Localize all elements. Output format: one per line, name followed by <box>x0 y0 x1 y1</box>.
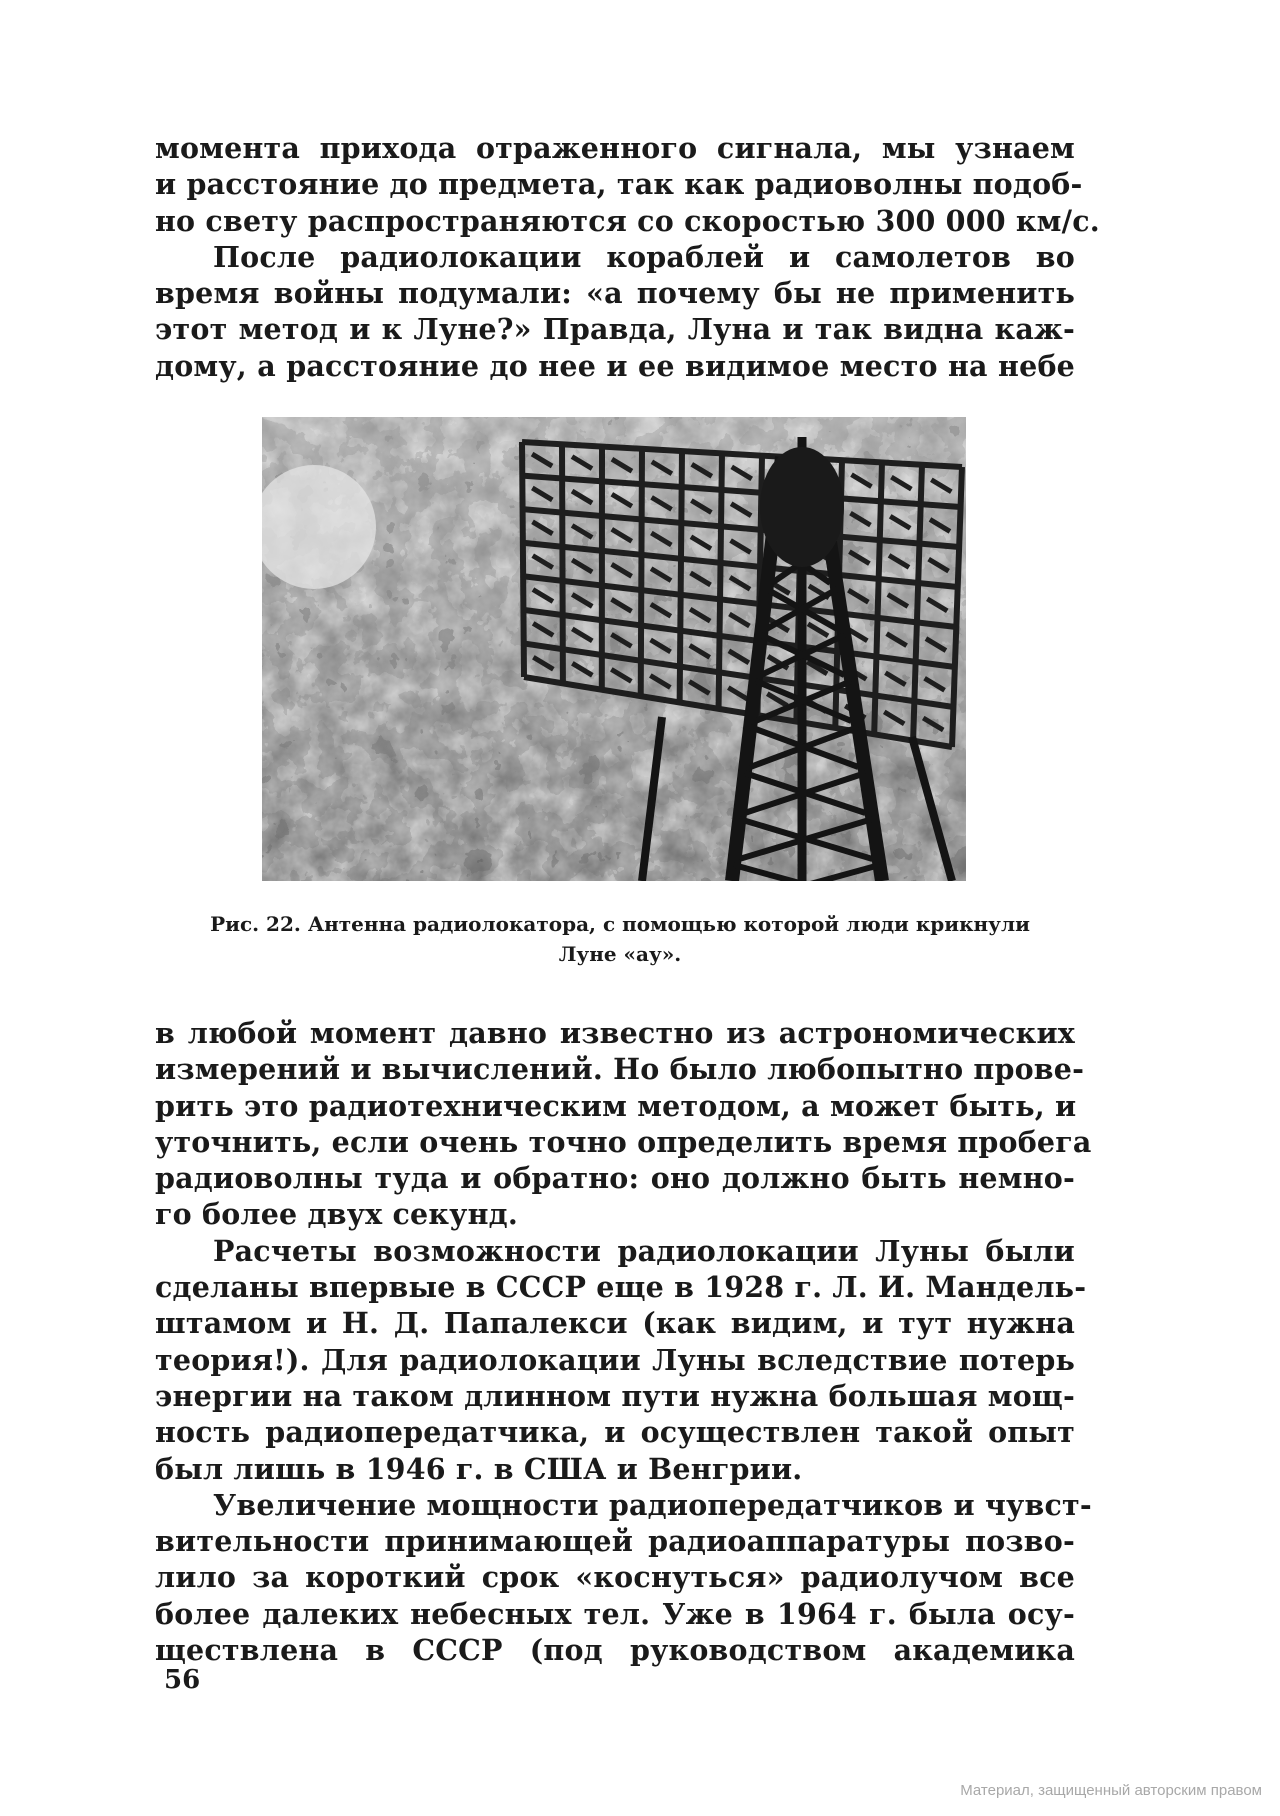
text-line: Увеличение мощности радиопередатчиков и чувст- <box>213 1487 1092 1522</box>
top-paragraphs <box>155 130 1100 384</box>
text-line: измерений и вычислений. Но было любопытно прове- <box>155 1052 1085 1087</box>
text-line: но свету распространяются со скоростью 300 000 км/с. <box>155 203 1100 238</box>
text-line: сделаны впервые в СССР еще в 1928 г. Л. И. Мандель- <box>155 1270 1087 1305</box>
text-line: и расстояние до предмета, так как радиоволны подоб- <box>155 167 1083 202</box>
text-line: После радиолокации кораблей и самолетов во <box>213 239 1075 274</box>
text-line: время войны подумали: «а почему бы не применить <box>155 276 1075 311</box>
caption-line: Луне «ау». <box>558 942 682 966</box>
caption-line: Рис. 22. Антенна радиолокатора, с помощью которой люди крикнули <box>210 912 1030 936</box>
text-line: лило за короткий срок «коснуться» радиолучом все <box>155 1560 1075 1595</box>
text-line: этот метод и к Луне?» Правда, Луна и так видна каж- <box>155 312 1075 347</box>
text-line: в любой момент давно известно из астрономических <box>155 1016 1075 1050</box>
text-line: более далеких небесных тел. Уже в 1964 г. была осу- <box>155 1596 1075 1631</box>
figure-caption <box>155 909 1085 969</box>
text-line: момента прихода отраженного сигнала, мы узнаем <box>155 131 1075 165</box>
text-line: вительности принимающей радиоаппаратуры позво- <box>155 1524 1075 1559</box>
page-number: 56 <box>164 1665 201 1695</box>
text-line: теория!). Для радиолокации Луны вследствие потерь <box>155 1342 1075 1377</box>
text-line: радиоволны туда и обратно: оно должно быть немно- <box>155 1161 1075 1196</box>
text-line: был лишь в 1946 г. в США и Венгрии. <box>155 1451 803 1486</box>
text-line: Расчеты возможности радиолокации Луны были <box>213 1233 1075 1268</box>
text-line: рить это радиотехническим методом, а может быть, и <box>155 1088 1077 1123</box>
text-line: ществлена в СССР (под руководством академика <box>155 1633 1075 1668</box>
radar-antenna-illustration <box>262 417 966 881</box>
text-line: уточнить, если очень точно определить время пробега <box>155 1124 1092 1159</box>
copyright-watermark: Материал, защищенный авторским правом <box>960 1782 1262 1799</box>
text-line: штамом и Н. Д. Папалекси (как видим, и тут нужна <box>155 1306 1075 1341</box>
text-line: дому, а расстояние до нее и ее видимое место на небе <box>155 348 1075 383</box>
text-line: ность радиопередатчика, и осуществлен такой опыт <box>155 1415 1075 1450</box>
text-line: го более двух секунд. <box>155 1197 518 1232</box>
radar-antenna-photo <box>262 417 966 881</box>
text-line: энергии на таком длинном пути нужна большая мощ- <box>155 1378 1075 1413</box>
bottom-paragraphs <box>155 1015 1092 1668</box>
